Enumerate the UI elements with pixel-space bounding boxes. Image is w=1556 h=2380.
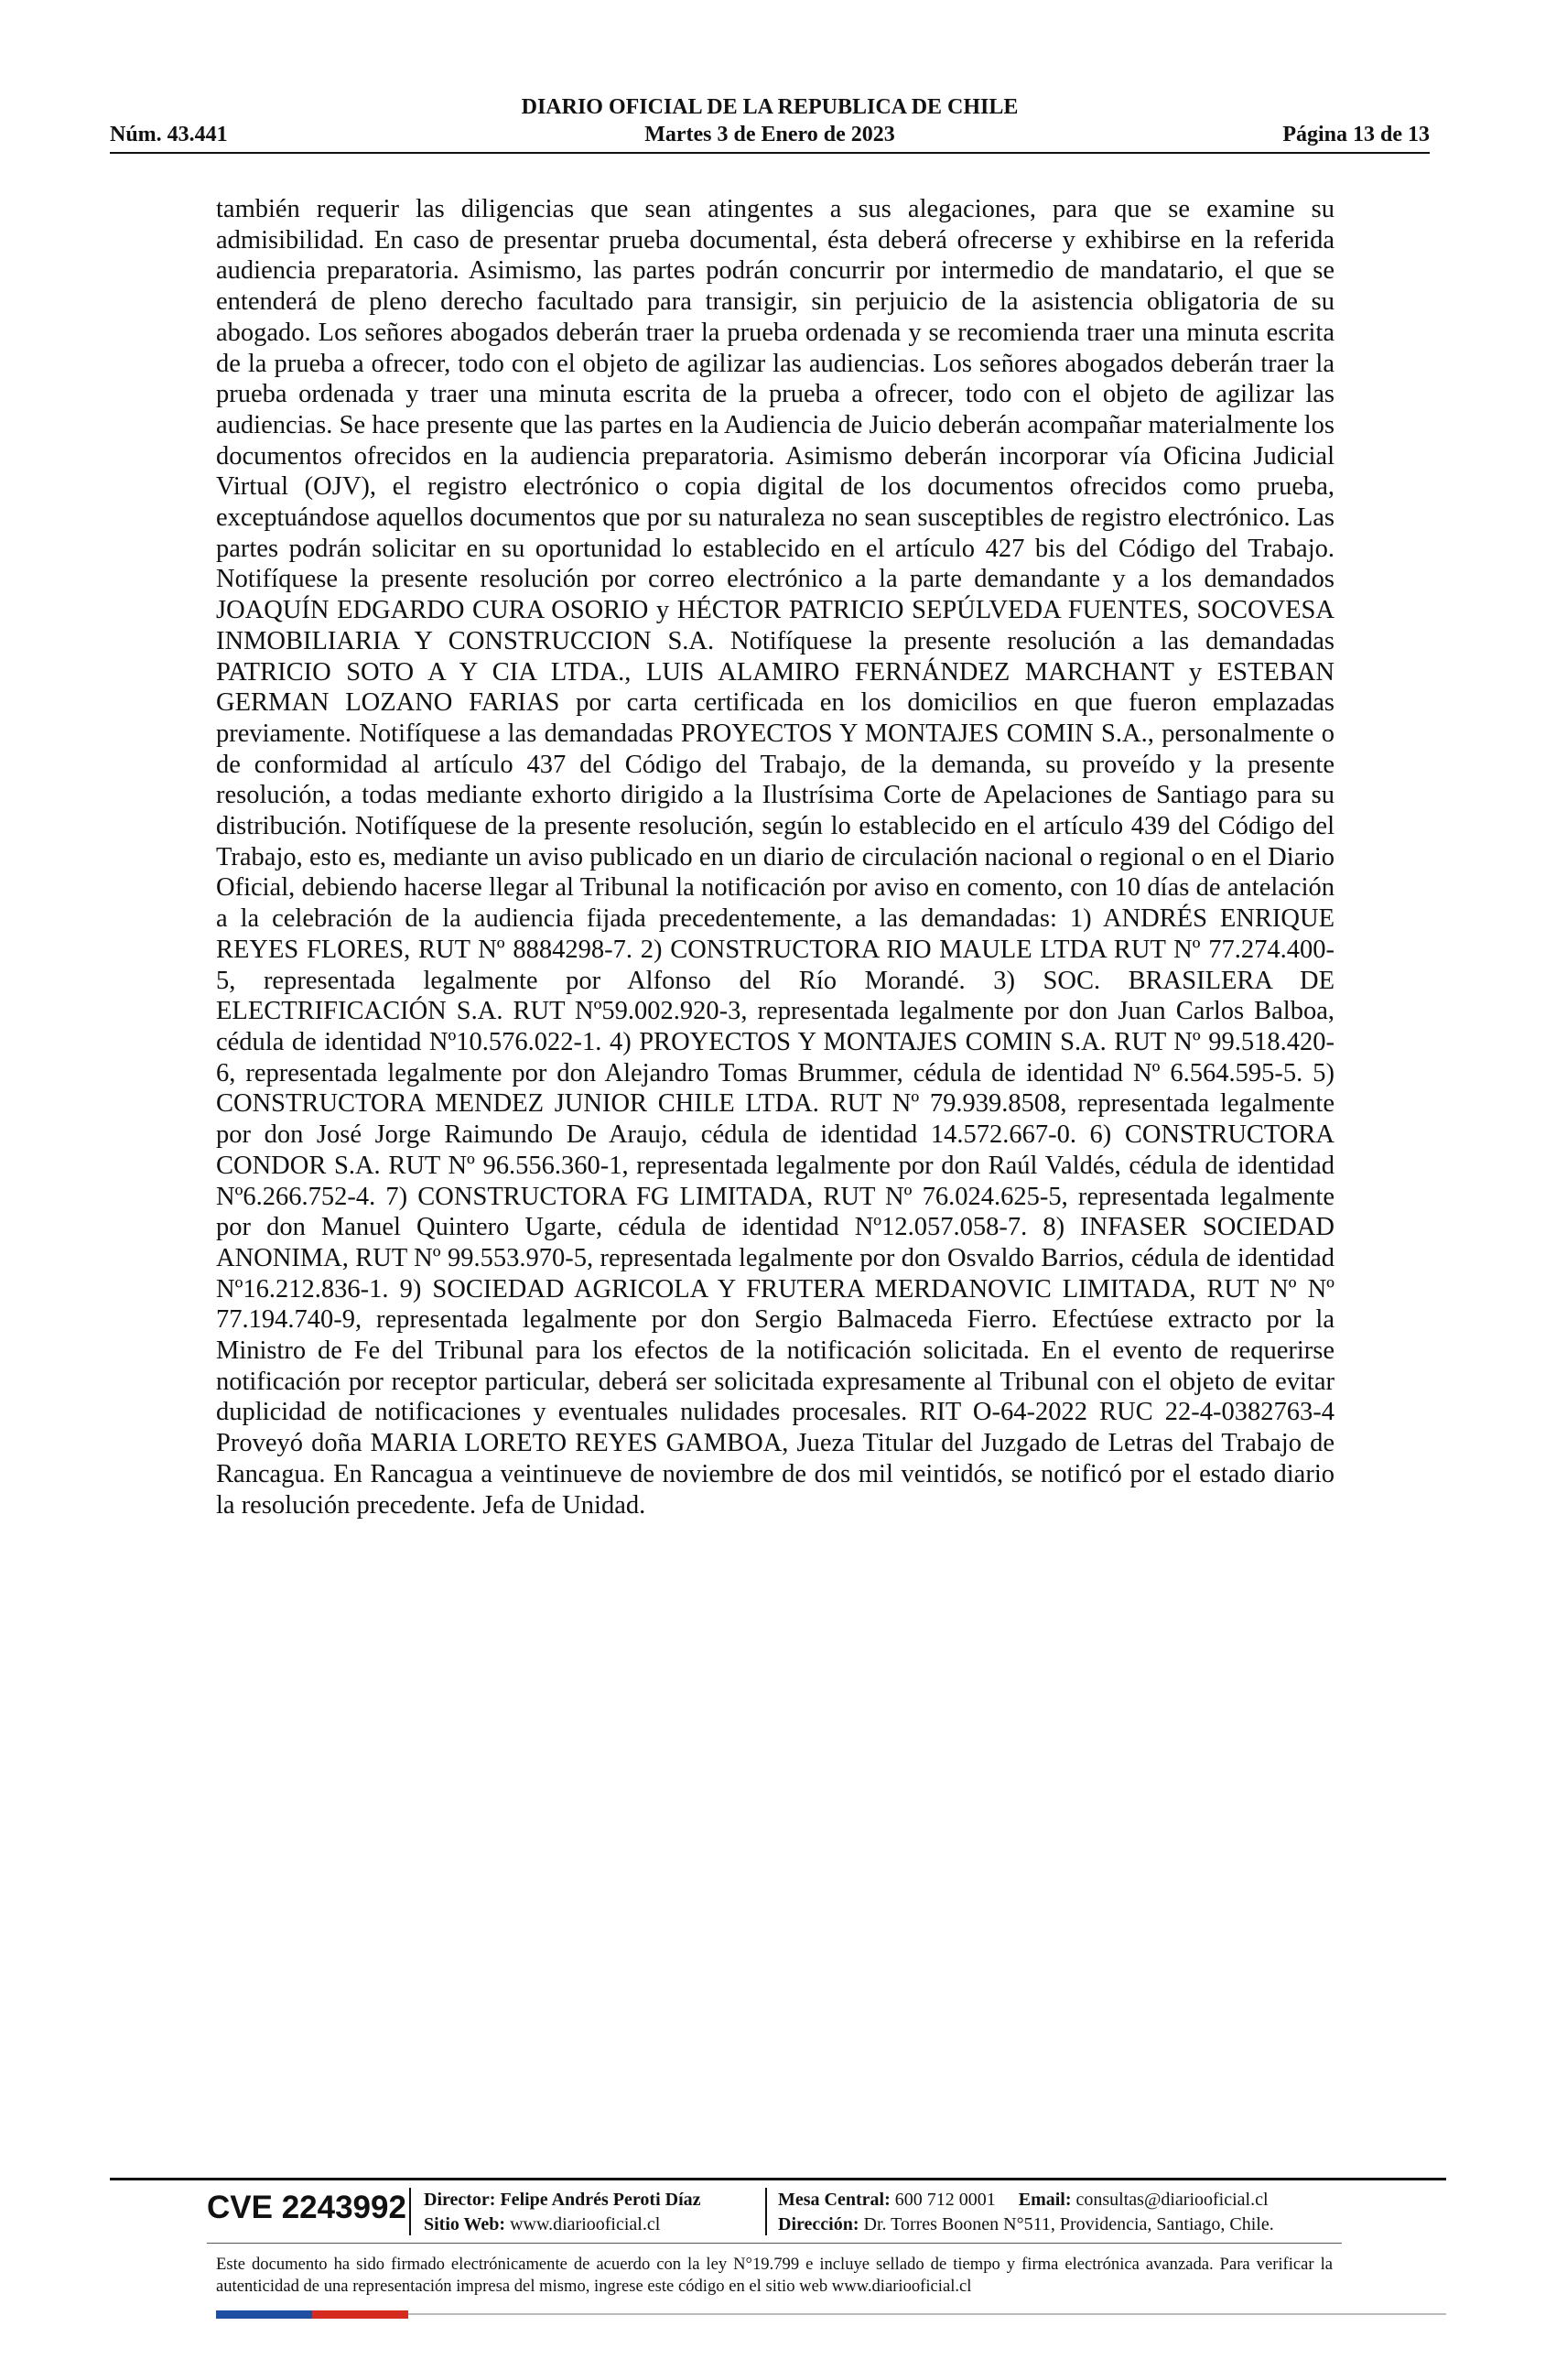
contact-line — [778, 2188, 1274, 2212]
footer-director-block — [424, 2188, 701, 2237]
footer-separator — [765, 2188, 767, 2235]
email-link[interactable]: consultas@diariooficial.cl — [1075, 2190, 1269, 2210]
director-name: Felipe Andrés Peroti Díaz — [500, 2190, 701, 2210]
issue-number: Núm. 43.441 — [110, 123, 228, 146]
footer-divider-middle — [207, 2243, 1342, 2244]
footer-contact-block — [778, 2188, 1274, 2237]
publication-title: DIARIO OFICIAL DE LA REPUBLICA DE CHILE — [521, 95, 1019, 119]
footer-separator — [409, 2188, 411, 2235]
flag-blue-segment — [216, 2310, 312, 2319]
body-paragraph: también requerir las diligencias que sean atingentes a sus alegaciones, para que se examine su admisibilidad. En caso de presentar prueba documental, ésta deberá ofrecerse y exhibirse en la referida audiencia preparatoria. Asimismo, las partes podrán concurrir por intermedio de mandatario, el que se entenderá de pleno derecho facultado para transigir, sin perjuicio de la asistencia obligatoria de su abogado. Los señores abogados deberán traer la prueba ordenada y se recomienda traer una minuta escrita de la prueba a ofrecer, todo con el objeto de agilizar las audiencias. Los señores abogados deberán traer la prueba ordenada y traer una minuta escrita de la prueba a ofrecer, todo con el objeto de agilizar las audiencias. Se hace presente que las partes en la Audiencia de Juicio deberán acompañar materialmente los documentos ofrecidos en la audiencia preparatoria. Asimismo deberán incorporar vía Oficina Judicial Virtual (OJV), el registro electrónico o copia digital de los documentos ofrecidos como prueba, exceptuándose aquellos documentos que por su naturaleza no sean susceptibles de registro electrónico. Las partes podrán solicitar en su oportunidad lo establecido en el artículo 427 bis del Código del Trabajo. Notifíquese la presente resolución por correo electrónico a la parte demandante y a los demandados JOAQUÍN EDGARDO CURA OSORIO y HÉCTOR PATRICIO SEPÚLVEDA FUENTES, SOCOVESA INMOBILIARIA Y CONSTRUCCION S.A. Notifíquese la presente resolución a las demandadas PATRICIO SOTO A Y CIA LTDA., LUIS ALAMIRO FERNÁNDEZ MARCHANT y ESTEBAN GERMAN LOZANO FARIAS por carta certificada en los domicilios en que fueron emplazadas previamente. Notifíquese a las demandadas PROYECTOS Y MONTAJES COMIN S.A., personalmente o de conformidad al artículo 437 del Código del Trabajo, de la demanda, su proveído y la presente resolución, a todas mediante exhorto dirigido a la Ilustrísima Corte de Apelaciones de Santiago para su distribución. Notifíquese de la presente resolución, según lo establecido en el artículo 439 del Código del Trabajo, esto es, mediante un aviso publicado en un diario de circulación nacional o regional o en el Diario Oficial, debiendo hacerse llegar al Tribunal la notificación por aviso en comento, con 10 días de antelación a la celebración de la audiencia fijada precedentemente, a las demandadas: 1) ANDRÉS ENRIQUE REYES FLORES, RUT Nº 8884298-7. 2) CONSTRUCTORA RIO MAULE LTDA RUT Nº 77.274.400-5, representada legalmente por Alfonso del Río Morandé. 3) SOC. BRASILERA DE ELECTRIFICACIÓN S.A. RUT Nº59.002.920-3, representada legalmente por don Juan Carlos Balboa, cédula de identidad Nº10.576.022-1. 4) PROYECTOS Y MONTAJES COMIN S.A. RUT Nº 99.518.420-6, representada legalmente por don Alejandro Tomas Brummer, cédula de identidad Nº 6.564.595-5. 5) CONSTRUCTORA MENDEZ JUNIOR CHILE LTDA. RUT Nº 79.939.8508, representada legalmente por don José Jorge Raimundo De Araujo, cédula de identidad 14.572.667-0. 6) CONSTRUCTORA CONDOR S.A. RUT Nº 96.556.360-1, representada legalmente por don Raúl Valdés, cédula de identidad Nº6.266.752-4. 7) CONSTRUCTORA FG LIMITADA, RUT Nº 76.024.625-5, representada legalmente por don Manuel Quintero Ugarte, cédula de identidad Nº12.057.058-7. 8) INFASER SOCIEDAD ANONIMA, RUT Nº 99.553.970-5, representada legalmente por don Osvaldo Barrios, cédula de identidad Nº16.212.836-1. 9) SOCIEDAD AGRICOLA Y FRUTERA MERDANOVIC LIMITADA, RUT Nº Nº 77.194.740-9, representada legalmente por don Sergio Balmaceda Fierro. Efectúese extracto por la Ministro de Fe del Tribunal para los efectos de la notificación solicitada. En el evento de requerirse notificación por receptor particular, deberá ser solicitada expresamente al Tribunal con el objeto de evitar duplicidad de notificaciones y eventuales nulidades procesales. RIT O-64-2022 RUC 22-4-0382763-4 Proveyó doña MARIA LORETO REYES GAMBOA, Jueza Titular del Juzgado de Letras del Trabajo de Rancagua. En Rancagua a veintinueve de noviembre de dos mil veintidós, se notificó por el estado diario la resolución precedente. Jefa de Unidad. — [216, 195, 1334, 1520]
issue-date: Martes 3 de Enero de 2023 — [644, 123, 895, 146]
address-label: Dirección: — [778, 2214, 859, 2234]
page-number: Página 13 de 13 — [1282, 123, 1430, 146]
flag-red-segment — [312, 2310, 408, 2319]
website-line — [424, 2212, 701, 2237]
address-line — [778, 2212, 1274, 2237]
director-line — [424, 2188, 701, 2212]
website-link[interactable]: www.diariooficial.cl — [510, 2214, 661, 2234]
phone-number: 600 712 0001 — [894, 2190, 996, 2210]
page-header — [110, 93, 1430, 150]
header-divider — [110, 152, 1430, 154]
phone-label: Mesa Central: — [778, 2190, 891, 2210]
address-text: Dr. Torres Boonen N°511, Providencia, Santiago, Chile. — [863, 2214, 1274, 2234]
email-label: Email: — [1018, 2190, 1072, 2210]
cve-code: CVE 2243992 — [207, 2190, 406, 2225]
footer-divider-top — [110, 2178, 1446, 2180]
director-label: Director: — [424, 2190, 496, 2210]
chile-flag-stripe — [216, 2310, 408, 2319]
signature-notice: Este documento ha sido firmado electrónicamente de acuerdo con la ley N°19.799 e incluye sellado de tiempo y firma electrónica avanzada. Para verificar la autenticidad de una representación impresa del mismo, ingrese este código en el sitio web www.diariooficial.cl — [216, 2255, 1333, 2296]
website-label: Sitio Web: — [424, 2214, 506, 2234]
footer-divider-bottom — [408, 2313, 1446, 2315]
